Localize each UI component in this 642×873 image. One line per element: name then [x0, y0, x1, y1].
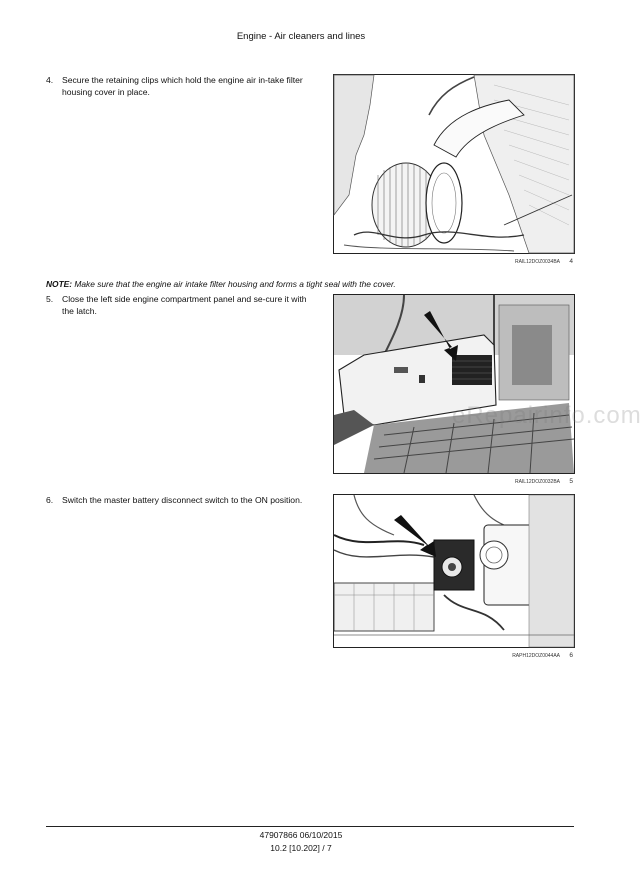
figure-number: 5	[569, 478, 573, 485]
note-label: NOTE:	[46, 279, 73, 289]
figure-code: RAPH12DOZ0044AA	[512, 653, 560, 659]
note-text: Make sure that the engine air intake filter housing and forms a tight seal with the cover.	[72, 279, 396, 289]
dozer-panel-illustration	[334, 295, 574, 473]
figure-code: RAIL12DOZ0034BA	[514, 259, 560, 265]
figure-number: 6	[569, 652, 573, 659]
figure-battery-switch	[333, 494, 575, 648]
step-number: 6.	[46, 495, 54, 505]
figure-engine-panel	[333, 294, 575, 474]
watermark: eRepairinfo.com	[452, 402, 642, 429]
note	[46, 279, 566, 289]
air-filter-illustration	[334, 75, 574, 253]
step-text: Secure the retaining clips which hold the engine air in-take filter housing cover in place.	[62, 75, 303, 97]
step-number: 4.	[46, 75, 54, 85]
step-text: Switch the master battery disconnect switch to the ON position.	[62, 495, 303, 505]
footer-page-number: 10.2 [10.202] / 7	[270, 843, 332, 853]
footer-rule	[46, 826, 574, 827]
figure-number: 4	[569, 258, 573, 265]
figure-air-filter-housing	[333, 74, 575, 254]
step-number: 5.	[46, 294, 54, 304]
step-5	[46, 293, 316, 317]
step-text: Close the left side engine compartment panel and se-cure it with the latch.	[62, 294, 307, 316]
battery-switch-illustration	[334, 495, 574, 647]
step-4	[46, 74, 316, 98]
step-6	[46, 494, 316, 506]
footer-doc-id: 47907866 06/10/2015	[259, 830, 343, 840]
figure-code: RAIL12DOZ0032BA	[514, 479, 560, 485]
page-header: Engine - Air cleaners and lines	[236, 31, 366, 42]
